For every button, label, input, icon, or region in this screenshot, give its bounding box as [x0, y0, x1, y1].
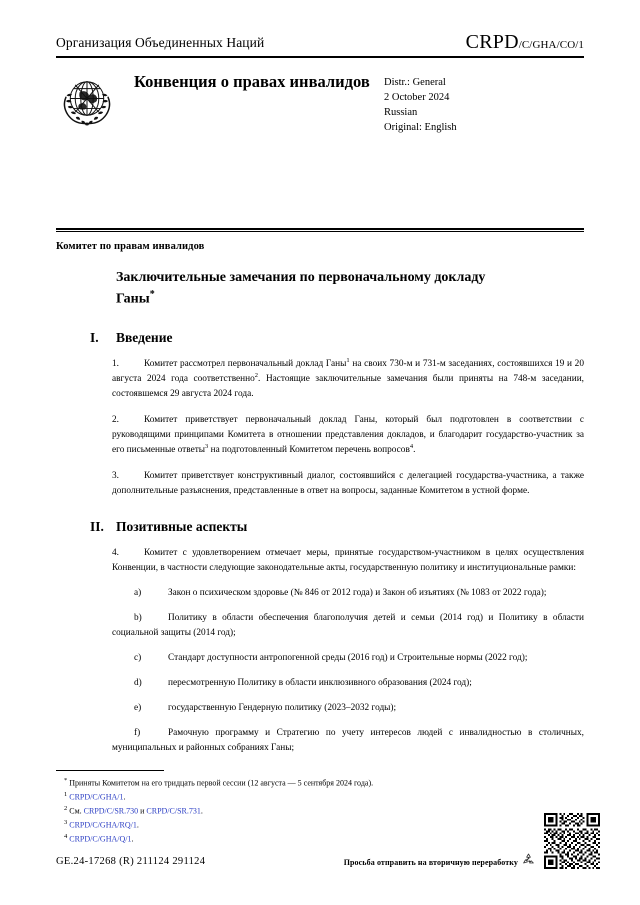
- list-marker: f): [134, 728, 141, 739]
- distribution-line: Distr.: General: [384, 77, 446, 88]
- qr-code[interactable]: [544, 813, 600, 869]
- paragraph-4-text: Комитет с удовлетворением отмечает меры, принятые государством-участником в целях осуществления Конвенции, в частности следующие законодательные акты, государственную политику и институциональные рамки:: [112, 548, 584, 574]
- original-language: Original: English: [384, 121, 457, 133]
- list-marker: e): [134, 703, 142, 714]
- paragraph-4b-text: Политику в области обеспечения благополучия детей и семьи (2014 год) и Политику в области социальной защиты (2014 год);: [112, 613, 584, 639]
- paragraph-2-text-a: Комитет приветствует первоначальный доклад Ганы, который был подготовлен в соответствии с руководящими принципами Комитета в отношении представления докладов, и благодарит государство-участник за его письменные ответы: [112, 414, 584, 455]
- list-marker: d): [134, 678, 142, 689]
- separator-thin-rule: [56, 231, 584, 232]
- paragraph-2-text-c: .: [413, 444, 416, 455]
- section-label: Позитивные аспекты: [116, 519, 248, 534]
- recycle-label: Просьба отправить на вторичную переработку: [343, 858, 518, 867]
- paragraph-3-text: Комитет приветствует конструктивный диалог, состоявшийся с делегацией государства-участника, а также дополнительные разъяснения, представленные в ответ на вопросы, заданные Комитетом в устной форме.: [112, 470, 584, 496]
- organization-name: Организация Объединенных Наций: [56, 35, 265, 51]
- page-footer: [56, 813, 600, 869]
- section-heading-positive-aspects: [90, 519, 584, 535]
- footnote-mark: 4: [64, 833, 68, 841]
- footnote-text: Приняты Комитетом на его тридцать первой сессии (12 августа — 5 сентября 2024 года).: [69, 778, 374, 788]
- masthead-body-row: [56, 68, 584, 136]
- paragraph-4a: [112, 586, 584, 601]
- footnote-mark: *: [64, 777, 68, 784]
- paragraph-4: [112, 546, 584, 576]
- footnote-link-secondary[interactable]: CRPD/C/SR.731: [146, 806, 201, 816]
- paragraph-1-text-b: на своих 730-м и 731-м заседаниях, состоявшихся 19 и 20 августа 2024 года соответственно: [112, 358, 584, 384]
- footnote-mark: 2: [64, 805, 68, 813]
- section-heading-introduction: [90, 330, 584, 346]
- paragraph-number: 1.: [112, 358, 119, 369]
- footnote-ref-2[interactable]: 2: [254, 371, 259, 379]
- document-date: 2 October 2024: [384, 91, 450, 103]
- paragraph-1: [112, 357, 584, 402]
- footnote-link[interactable]: CRPD/C/GHA/1: [69, 792, 124, 802]
- document-symbol: [466, 32, 584, 53]
- page-title-text: Заключительные замечания по первоначальному докладу Ганы: [116, 270, 486, 307]
- paragraph-4b: [112, 611, 584, 641]
- footnote-mark: 3: [64, 819, 68, 827]
- footnote-suffix: .: [200, 806, 203, 816]
- convention-title: Конвенция о правах инвалидов: [134, 72, 370, 91]
- un-emblem: [56, 70, 118, 132]
- section-label: Введение: [116, 329, 173, 345]
- footnote-link[interactable]: CRPD/C/GHA/Q/1: [69, 834, 132, 844]
- document-symbol-sub: /C/GHA/CO/1: [518, 39, 584, 51]
- footnote-suffix: .: [131, 834, 134, 844]
- committee-name: Комитет по правам инвалидов: [56, 241, 205, 253]
- footnote-mark: 1: [64, 791, 68, 799]
- list-marker: b): [134, 613, 142, 624]
- list-marker: c): [134, 653, 142, 664]
- masthead-rule: [56, 56, 584, 58]
- footnote-link[interactable]: CRPD/C/SR.730: [83, 806, 139, 816]
- masthead: [56, 0, 584, 136]
- paragraph-number: 4.: [112, 548, 119, 558]
- recycle-notice: [205, 852, 544, 869]
- ge-code: GE.24-17268 (R) 211124 291124: [56, 856, 206, 867]
- footnote-mid: и: [138, 806, 147, 816]
- paragraph-4e: [112, 701, 584, 716]
- masthead-top-row: [56, 32, 584, 53]
- paragraph-number: 2.: [112, 414, 119, 425]
- paragraph-2-text-b: на подготовленный Комитетом перечень вопросов: [208, 444, 410, 455]
- section-numeral: II.: [90, 519, 104, 534]
- paragraph-4c-text: Стандарт доступности антропогенной среды (2016 год) и Строительные нормы (2022 год);: [168, 653, 528, 664]
- list-marker: a): [134, 588, 142, 599]
- paragraph-1-text-c: . Настоящие заключительные замечания были приняты на 748-м заседании, состоявшемся 29 августа 2024 года.: [112, 373, 585, 399]
- paragraph-4d-text: пересмотренную Политику в области инклюзивного образования (2024 год);: [168, 678, 472, 689]
- paragraph-4c: [112, 651, 584, 666]
- paragraph-4a-text: Закон о психическом здоровье (№ 846 от 2012 года) и Закон об изъятиях (№ 1083 от 2022 года);: [168, 588, 547, 599]
- footnote-suffix: .: [123, 792, 126, 802]
- paragraph-4f-text: Рамочную программу и Стратегию по учету интересов людей с инвалидностью в столичных, муниципальных и районных собраниях Ганы;: [112, 728, 584, 754]
- footnote-suffix: .: [136, 820, 139, 830]
- paragraph-1-text-a: Комитет рассмотрел первоначальный доклад Ганы: [144, 358, 347, 369]
- footnote-ref-4[interactable]: 4: [409, 442, 414, 450]
- paragraph-4e-text: государственную Гендерную политику (2023–2032 годы);: [168, 703, 397, 714]
- recycle-icon: [521, 852, 536, 867]
- section-separator: [56, 228, 584, 233]
- footnote-ref-3[interactable]: 3: [205, 442, 209, 450]
- footnote-asterisk: [64, 776, 584, 790]
- title-footnote-mark: *: [149, 289, 155, 301]
- footnote-link[interactable]: CRPD/C/GHA/RQ/1: [69, 820, 137, 830]
- document-symbol-main: CRPD: [465, 31, 519, 53]
- footnote-separator-rule: [56, 770, 164, 771]
- footnote-1: [64, 790, 584, 804]
- paragraph-4f: [112, 726, 584, 756]
- document-language: Russian: [384, 106, 418, 118]
- paragraph-2: [112, 413, 584, 458]
- footnote-prefix: См.: [69, 806, 84, 816]
- footnote-ref-1[interactable]: 1: [346, 356, 350, 364]
- paragraph-4d: [112, 676, 584, 691]
- separator-thick-rule: [56, 228, 584, 230]
- page-title: [116, 268, 516, 309]
- distribution-block: [384, 68, 544, 136]
- paragraph-number: 3.: [112, 470, 119, 481]
- paragraph-3: [112, 469, 584, 499]
- section-numeral: I.: [90, 329, 99, 345]
